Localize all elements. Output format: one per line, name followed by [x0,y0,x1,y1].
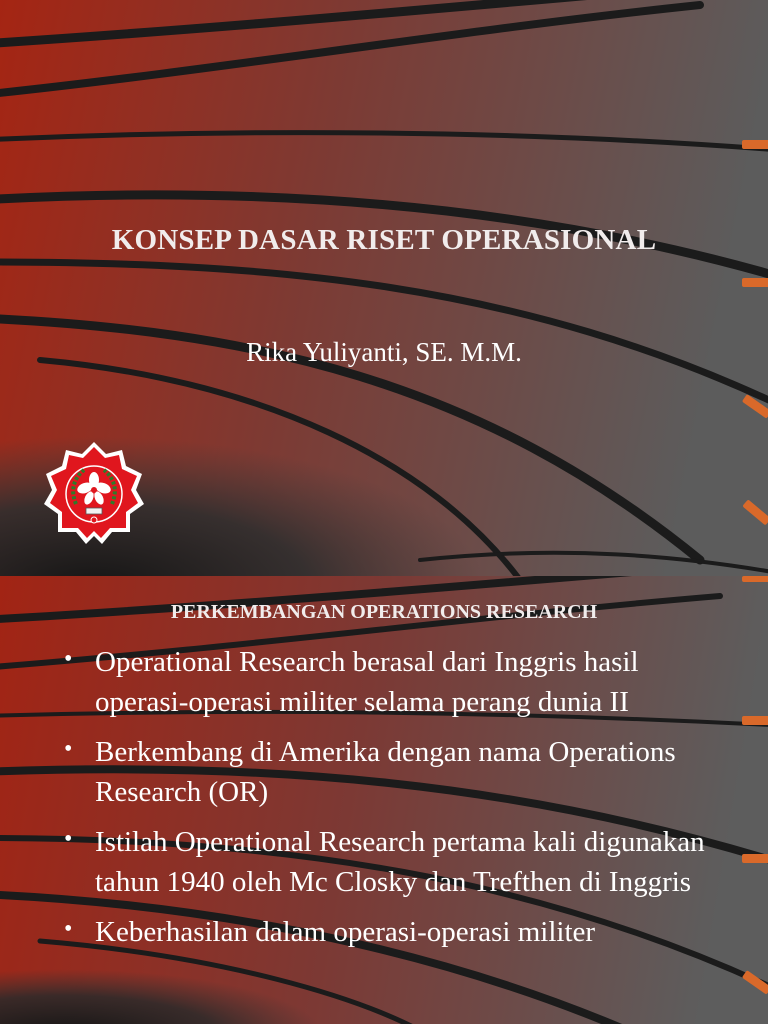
bullet-item [0,732,768,812]
slide-1-title: KONSEP DASAR RISET OPERASIONAL [111,224,657,256]
slide-1-author: Rika Yuliyanti, SE. M.M. [246,337,522,367]
bullet-text: Keberhasilan dalam operasi-operasi militer [95,916,596,948]
bullet-list [0,642,768,962]
university-seal-icon [40,440,148,544]
bullet-icon: • [64,916,73,942]
bullet-item [0,642,768,722]
bullet-item [0,822,768,902]
bullet-item [0,912,768,952]
bullet-icon: • [64,826,73,852]
bullet-icon: • [64,736,73,762]
bullet-text: Istilah Operational Research pertama kali digunakan tahun 1940 oleh Mc Closky dan Trefthen di Inggris [95,826,705,898]
slide-2-title: PERKEMBANGAN OPERATIONS RESEARCH [170,601,598,623]
slide-2 [0,576,768,1024]
bullet-text: Berkembang di Amerika dengan nama Operations Research (OR) [95,736,676,808]
bullet-icon: • [64,646,73,672]
bullet-text: Operational Research berasal dari Inggris hasil operasi-operasi militer selama perang dunia II [95,646,639,718]
